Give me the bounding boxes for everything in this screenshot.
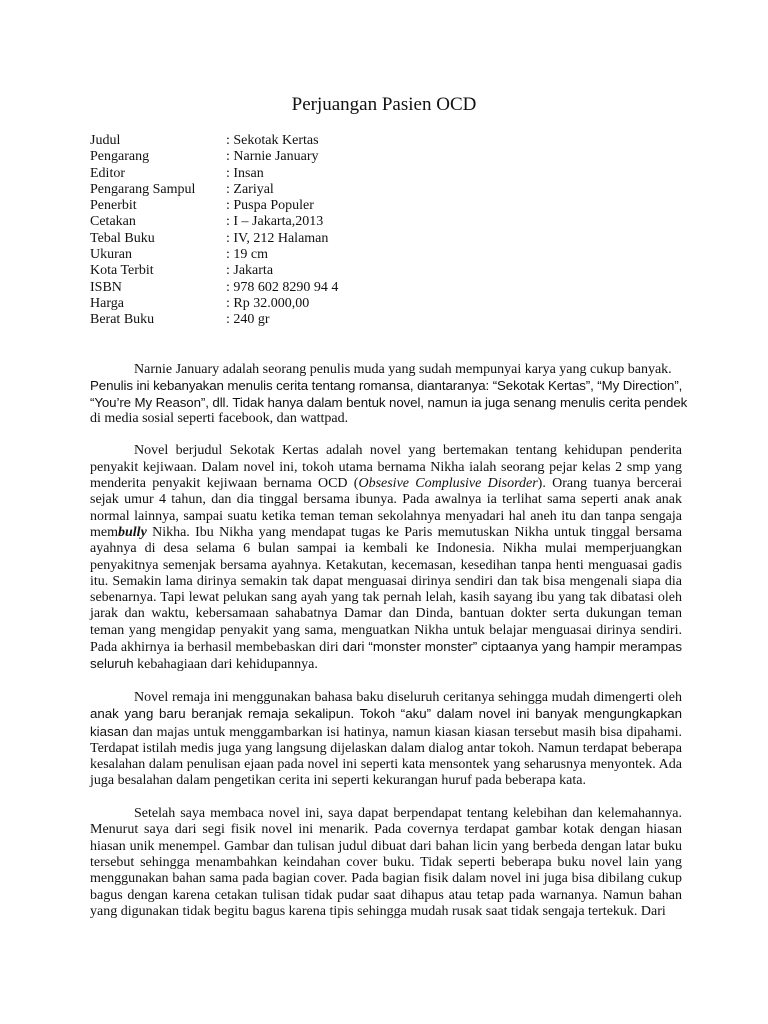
book-info-row bbox=[90, 149, 338, 165]
paragraph-line: Narnie January adalah seorang penulis muda yang sudah mempunyai karya yang cukup banyak. bbox=[134, 362, 672, 377]
paragraph-text: anak yang baru beranjak remaja sekalipun. Tokoh “aku” dalam novel ini banyak mengungkapkan kiasan bbox=[90, 706, 682, 739]
paragraph-text: Nikha. Ibu Nikha yang mendapat tugas ke Paris memutuskan Nikha untuk tinggal bersama ayahnya di desa selama 6 bulan sampai ia kembali ke Indonesia. Nikha mulai memperjuangkan penyakitnya semenjak bersama ayahnya. Ketakutan, kecemasan, kesedihan tanpa henti menguasai gadis itu. Semakin lama dirinya semakin tak dapat menguasai dirinya sendiri dan tak bisa mengenali siapa dia sebenarnya. Tapi lewat pelukan sang ayah yang tak pernah lelah, kasih sayang ibu yang tak dibatasi oleh jarak dan waktu, kebersamaan sahabatnya Damar dan Dinda, bantuan dokter serta dukungan teman teman yang mengidap penyakit yang sama, menguatkan Nikha untuk belajar menguasai dirinya sendiri. Pada akhirnya ia berhasil membebaskan diri bbox=[90, 524, 682, 656]
book-info-label: Ukuran bbox=[90, 247, 132, 263]
book-info-value: : Jakarta bbox=[226, 263, 274, 279]
book-info-label: ISBN bbox=[90, 279, 122, 295]
paragraph-line: Penulis ini kebanyakan menulis cerita tentang romansa, diantaranya: “Sekotak Kertas”, “My Direction”, bbox=[90, 378, 683, 394]
paragraph-synopsis bbox=[90, 443, 682, 673]
paragraph-opinion: Setelah saya membaca novel ini, saya dapat berpendapat tentang kelebihan dan kelemahannya. Menurut saya dari segi fisik novel ini menarik. Pada covernya terdapat gambar kotak dengan hiasan hiasan unik menempel. Gambar dan tulisan judul dibuat dari bahan licin yang berbeda dengan latar buku tersebut sehingga menambahkan keindahan cover buku. Tidak seperti beberapa buku novel lain yang menggunakan bahan sama pada bagian cover. Pada bagian fisik dalam novel ini juga bisa dibilang cukup bagus dengan karena cetakan tulisan tidak pudar saat dihapus atau tetap pada warnanya. Namun bahan yang digunakan tidak begitu bagus karena tipis sehingga mudah rusak saat tidak sengaja tertekuk. Dari bbox=[90, 806, 682, 919]
book-info-label: Judul bbox=[90, 133, 121, 148]
book-info-row bbox=[90, 166, 338, 182]
book-info-row bbox=[90, 133, 338, 149]
italic-term: Obsesive Complusive Disorder bbox=[358, 476, 538, 492]
book-info-value: : 19 cm bbox=[226, 247, 268, 263]
book-info-value: : Rp 32.000,00 bbox=[226, 295, 310, 311]
book-info-label: Pengarang bbox=[90, 149, 150, 165]
book-info-row bbox=[90, 247, 338, 263]
book-info-value: : Zariyal bbox=[226, 181, 274, 197]
book-info-row bbox=[90, 214, 338, 230]
book-info-label: Editor bbox=[90, 165, 125, 181]
book-info-row bbox=[90, 263, 338, 279]
book-info-table bbox=[90, 133, 338, 329]
book-info-label: Penerbit bbox=[90, 198, 137, 214]
book-info-row bbox=[90, 280, 338, 296]
review-body bbox=[90, 362, 688, 920]
book-info-value: : Sekotak Kertas bbox=[226, 133, 319, 148]
italic-term: bully bbox=[118, 524, 147, 540]
book-info-label: Kota Terbit bbox=[90, 263, 154, 279]
book-info-value: : Insan bbox=[226, 165, 264, 181]
paragraph-language bbox=[90, 690, 682, 790]
book-info-value: : Narnie January bbox=[226, 149, 319, 165]
book-info-row bbox=[90, 182, 338, 198]
paragraph-line: “You’re My Reason”, dll. Tidak hanya dalam bentuk novel, namun ia juga senang menulis cerita pendek bbox=[90, 394, 688, 410]
book-info-value: : Puspa Populer bbox=[226, 198, 314, 214]
book-info-row bbox=[90, 198, 338, 214]
paragraph-text: dan majas untuk menggambarkan isi hatinya, namun kiasan kiasan tersebut masih bisa dipahami. Terdapat istilah medis juga yang langsung dijelaskan dalam dialog antar tokoh. Namun terdapat beberapa kesalahan dalam penulisan ejaan pada novel ini seperti kata mensontek yang seharusnya menyontek. Ada juga besalahan dalam pengetikan cerita ini seperti kekurangan huruf pada beberapa kata. bbox=[90, 724, 682, 789]
book-info-value: : 978 602 8290 94 4 bbox=[226, 279, 339, 295]
paragraph-text: Novel remaja ini menggunakan bahasa baku diseluruh ceritanya sehingga mudah dimengerti oleh bbox=[134, 689, 682, 705]
paragraph-author bbox=[90, 362, 688, 427]
book-info-row bbox=[90, 296, 338, 312]
book-info-value: : 240 gr bbox=[226, 312, 270, 328]
paragraph-text: ). Orang tuanya bercerai sejak umur 4 tahun, dan dia tinggal bersama ibunya. Pada awalnya ia terlihat sama seperti anak anak normal lainnya, sampai suatu ketika teman teman sekolahnya menyadari hal aneh itu dan tanpa sengaja mem bbox=[90, 476, 682, 540]
book-info-label: Pengarang Sampul bbox=[90, 181, 196, 197]
book-info-row bbox=[90, 231, 338, 247]
paragraph-text: dari “monster monster” ciptaanya yang hampir merampas seluruh bbox=[90, 639, 683, 672]
book-info-label: Cetakan bbox=[90, 214, 136, 230]
book-info-value: : I – Jakarta,2013 bbox=[226, 214, 324, 230]
book-info-row bbox=[90, 312, 338, 328]
book-info-label: Tebal Buku bbox=[90, 230, 155, 246]
paragraph-line: di media sosial seperti facebook, dan wattpad. bbox=[90, 410, 349, 426]
book-info-label: Berat Buku bbox=[90, 312, 155, 328]
book-info-label: Harga bbox=[90, 295, 124, 311]
book-info-value: : IV, 212 Halaman bbox=[226, 230, 329, 246]
document-title: Perjuangan Pasien OCD bbox=[291, 94, 477, 115]
paragraph-text: kebahagiaan dari kehidupannya. bbox=[133, 657, 318, 673]
paragraph-text: Novel berjudul Sekotak Kertas adalah novel yang bertemakan tentang kehidupan penderita penyakit kejiwaan. Dalam novel ini, tokoh utama bernama Nikha ialah seorang pejar kelas 2 smp yang menderita penyakit kejiwaan bernama OCD ( bbox=[90, 443, 682, 492]
